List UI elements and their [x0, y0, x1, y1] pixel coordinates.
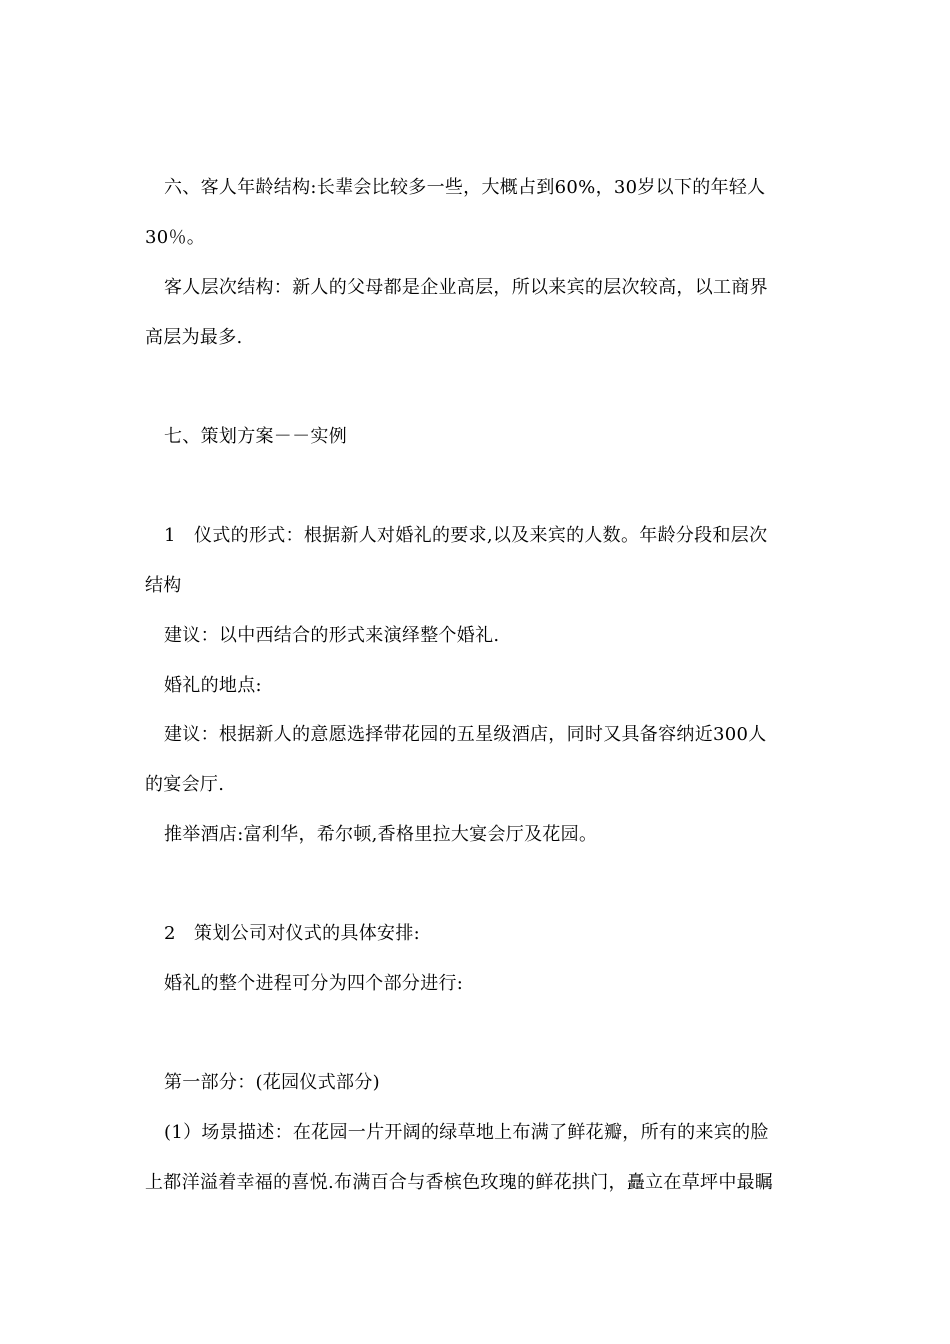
paragraph-suggestion-style: 建议：以中西结合的形式来演绎整个婚礼.	[164, 625, 500, 646]
paragraph-guest-age-line-1: 六、客人年龄结构:长辈会比较多一些，大概占到60%，30岁以下的年轻人	[164, 177, 766, 198]
paragraph-process-parts: 婚礼的整个进程可分为四个部分进行:	[164, 973, 464, 994]
paragraph-suggestion-venue-line-2: 的宴会厅.	[145, 774, 225, 795]
paragraph-guest-level-line-1: 客人层次结构：新人的父母都是企业高层，所以来宾的层次较高，以工商界	[164, 277, 768, 298]
paragraph-scene-description-line-1: (1）场景描述：在花园一片开阔的绿草地上布满了鲜花瓣，所有的来宾的脸	[164, 1122, 769, 1143]
paragraph-scene-description-line-2: 上都洋溢着幸福的喜悦.布满百合与香槟色玫瑰的鲜花拱门，矗立在草坪中最瞩	[145, 1172, 774, 1193]
paragraph-company-arrangement: 2 策划公司对仪式的具体安排:	[164, 923, 421, 944]
paragraph-recommended-hotels: 推举酒店:富利华，希尔顿,香格里拉大宴会厅及花园。	[164, 824, 598, 845]
paragraph-part-one-heading: 第一部分：(花园仪式部分)	[164, 1072, 380, 1093]
paragraph-ceremony-form-line-2: 结构	[145, 575, 182, 596]
paragraph-guest-age-line-2: 30％。	[145, 227, 206, 248]
section-heading-plan: 七、策划方案－－实例	[164, 426, 347, 447]
paragraph-wedding-location: 婚礼的地点:	[164, 675, 262, 696]
paragraph-ceremony-form-line-1: 1 仪式的形式：根据新人对婚礼的要求,以及来宾的人数。年龄分段和层次	[164, 525, 768, 546]
paragraph-guest-level-line-2: 高层为最多.	[145, 327, 243, 348]
paragraph-suggestion-venue-line-1: 建议：根据新人的意愿选择带花园的五星级酒店，同时又具备容纳近300人	[164, 724, 767, 745]
